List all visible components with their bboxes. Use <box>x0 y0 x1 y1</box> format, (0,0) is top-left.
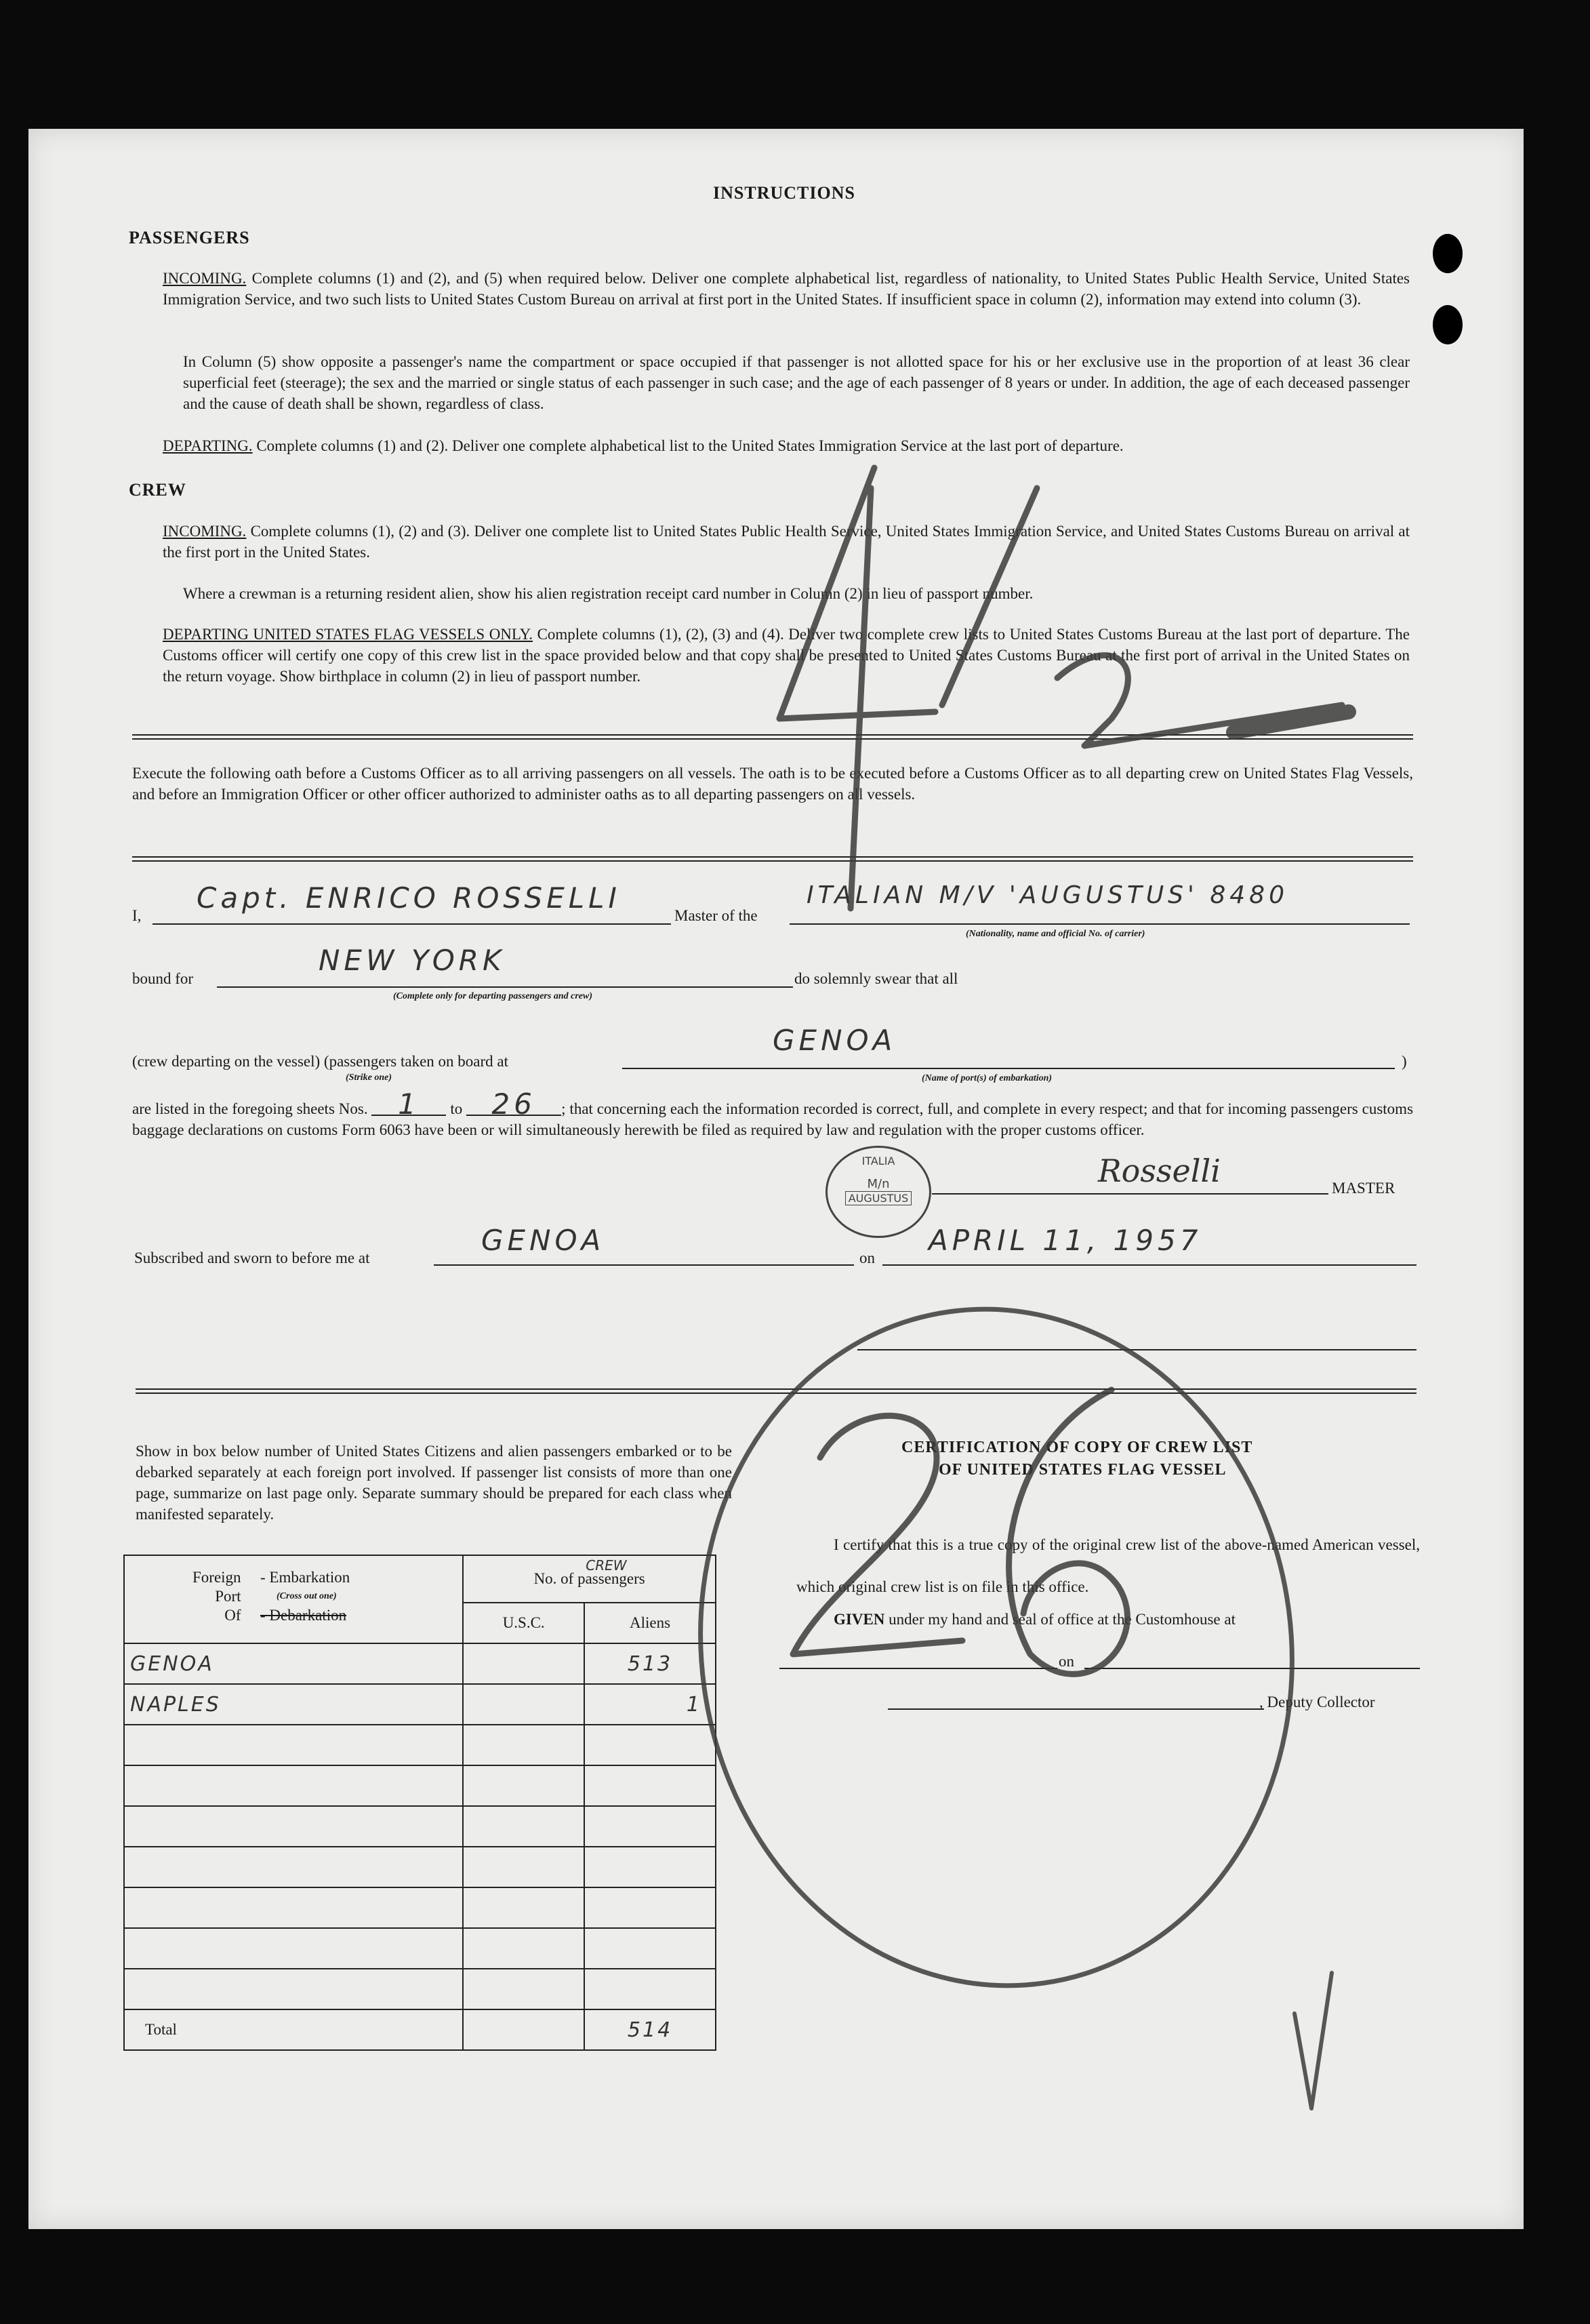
passengers-incoming-label: INCOMING. <box>163 270 247 287</box>
pencil-stroke <box>779 468 935 719</box>
pencil-stroke <box>1057 656 1342 746</box>
vessel-caption: (Nationality, name and official No. of carrier) <box>966 929 1145 939</box>
master-signature: Rosselli <box>1098 1153 1221 1189</box>
header-debarkation: - Debarkation <box>260 1607 347 1624</box>
oath-intro: Execute the following oath before a Customs Officer as to all arriving passengers on all vessels. The oath is to be executed before a Customs Officer as to all departing crew on United States Flag Vessels, and before an Immigration Officer or other officer authorized to administer oaths as to all departing passengers on all vessels. <box>132 765 1413 803</box>
crew-departing-text: Complete columns (1), (2), (3) and (4). Deliver two complete crew lists to United States Customs Bureau at the last port of departure. The Customs officer will certify one copy of this crew list in the space provided below and that copy shall be presented to United States Customs Bureau at the first port of arrival in the United States on the return voyage. Show birthplace in column (2) in lieu of passport number. <box>163 626 1410 685</box>
resident-alien-paragraph: Where a crewman is a returning resident alien, show his alien registration receipt card number in Column (2) in lieu of passport number. <box>183 585 1034 602</box>
total-label: Total <box>124 2009 463 2050</box>
to-label: to <box>450 1100 463 1117</box>
sheets-text: ; that concerning each the information recorded is correct, full, and complete in every respect; and that for incoming passengers customs baggage declarations on customs Form 6063 have been or will simultaneously herewith be filed as required by law and regulation with the proper customs officer. <box>132 1100 1414 1138</box>
stamp-line3: AUGUSTUS <box>845 1191 912 1205</box>
header-foreign: Foreign <box>192 1569 241 1586</box>
row-aliens: 1 <box>584 1684 716 1725</box>
vessel-name: ITALIAN M/V 'AUGUSTUS' 8480 <box>807 881 1288 909</box>
bound-for-label: bound for <box>132 970 194 987</box>
crew-departing-text: (crew departing on the vessel) (passengers taken on board at <box>132 1053 508 1070</box>
total-aliens: 514 <box>584 2009 716 2050</box>
header-number: No. of passengers <box>533 1570 645 1587</box>
subscribed-date: APRIL 11, 1957 <box>929 1224 1202 1257</box>
subscribed-place: GENOA <box>481 1224 605 1257</box>
passengers-heading: PASSENGERS <box>129 228 250 247</box>
header-embarkation: - Embarkation <box>260 1569 350 1586</box>
header-crew-note: CREW <box>586 1557 627 1574</box>
page-title: INSTRUCTIONS <box>713 183 855 203</box>
header-cross: (Cross out one) <box>277 1591 337 1601</box>
sheet-to: 26 <box>466 1094 561 1116</box>
stamp-line1: ITALIA <box>861 1155 895 1167</box>
certification-text: I certify that this is a true copy of the original crew list of the above-named American vessel, which original crew list is on file in this office. <box>796 1536 1420 1595</box>
subscribed-on-label: on <box>859 1249 875 1266</box>
header-of: Of <box>224 1607 241 1624</box>
port-caption: (Name of port(s) of embarkation) <box>922 1073 1053 1083</box>
master-label: MASTER <box>1332 1180 1395 1197</box>
crew-incoming-text: Complete columns (1), (2) and (3). Deliver one complete list to United States Public Health Service, United States Immigration Service, and United States Customs Bureau on arrival at the first port in the United States. <box>163 523 1410 561</box>
row-port: NAPLES <box>124 1684 463 1725</box>
close-paren: ) <box>1402 1053 1407 1070</box>
subscribed-label: Subscribed and sworn to before me at <box>134 1249 370 1266</box>
pencil-stroke <box>1234 712 1349 732</box>
port-of-embarkation: GENOA <box>773 1024 897 1057</box>
column5-paragraph: In Column (5) show opposite a passenger's name the compartment or space occupied if that passenger is not allotted space for his or her exclusive use in the proportion of at least 36 clear superficial feet (steerage); the sex and the married or single status of each passenger in such case; and the age of each passenger of 8 years or under. In addition, the age of each deceased passenger and the cause of death shall be shown, regardless of class. <box>183 353 1410 412</box>
swear-text: do solemnly swear that all <box>794 970 958 987</box>
header-port: Port <box>215 1588 241 1605</box>
crew-heading: CREW <box>129 480 186 500</box>
passengers-incoming-text: Complete columns (1) and (2), and (5) when required below. Deliver one complete alphabetical list, regardless of nationality, to United States Public Health Service, United States Immigration Service, and two such lists to United States Custom Bureau on arrival at first port in the United States. If insufficient space in column (2), information may extend into column (3). <box>163 270 1410 308</box>
header-usc: U.S.C. <box>463 1603 584 1643</box>
crew-departing-label: DEPARTING UNITED STATES FLAG VESSELS ONLY. <box>163 626 533 643</box>
certification-on-label: on <box>1059 1653 1074 1670</box>
pencil-stroke <box>942 488 1037 705</box>
strike-one-caption: (Strike one) <box>346 1073 392 1083</box>
header-aliens: Aliens <box>584 1603 716 1643</box>
row-aliens: 513 <box>584 1643 716 1684</box>
given-text: under my hand and seal of office at the Customhouse at <box>889 1611 1236 1628</box>
passengers-departing-text: Complete columns (1) and (2). Deliver one complete alphabetical list to the United States Immigration Service at the last port of departure. <box>256 437 1124 454</box>
deputy-collector-label: , Deputy Collector <box>1259 1694 1375 1710</box>
check-mark <box>1295 1973 1332 2108</box>
bound-for-caption: (Complete only for departing passengers and crew) <box>393 991 592 1001</box>
given-label: GIVEN <box>834 1611 885 1628</box>
i-label: I, <box>132 907 142 924</box>
pencil-stroke <box>851 488 871 908</box>
summary-instructions: Show in box below number of United States Citizens and alien passengers embarked or to be debarked separately at each foreign port involved. If passenger list consists of more than one page, summarize on last page only. Separate summary should be prepared for each class when manifested separately. <box>136 1443 732 1523</box>
pencil-oval <box>657 1270 1336 2024</box>
master-of-label: Master of the <box>674 907 758 924</box>
sheets-label: are listed in the foregoing sheets Nos. <box>132 1100 368 1117</box>
stamp-line2: M/n <box>867 1177 890 1191</box>
pencil-stroke <box>793 1416 962 1654</box>
sheet-from: 1 <box>371 1094 446 1116</box>
master-name: Capt. ENRICO ROSSELLI <box>197 881 621 915</box>
certification-title-1: CERTIFICATION OF COPY OF CREW LIST <box>901 1439 1253 1456</box>
certification-title-2: OF UNITED STATES FLAG VESSEL <box>939 1461 1227 1479</box>
bound-for-destination: NEW YORK <box>319 944 506 977</box>
crew-incoming-label: INCOMING. <box>163 523 247 540</box>
passengers-departing-label: DEPARTING. <box>163 437 253 454</box>
row-port: GENOA <box>124 1643 463 1684</box>
pencil-stroke <box>1009 1390 1128 1674</box>
